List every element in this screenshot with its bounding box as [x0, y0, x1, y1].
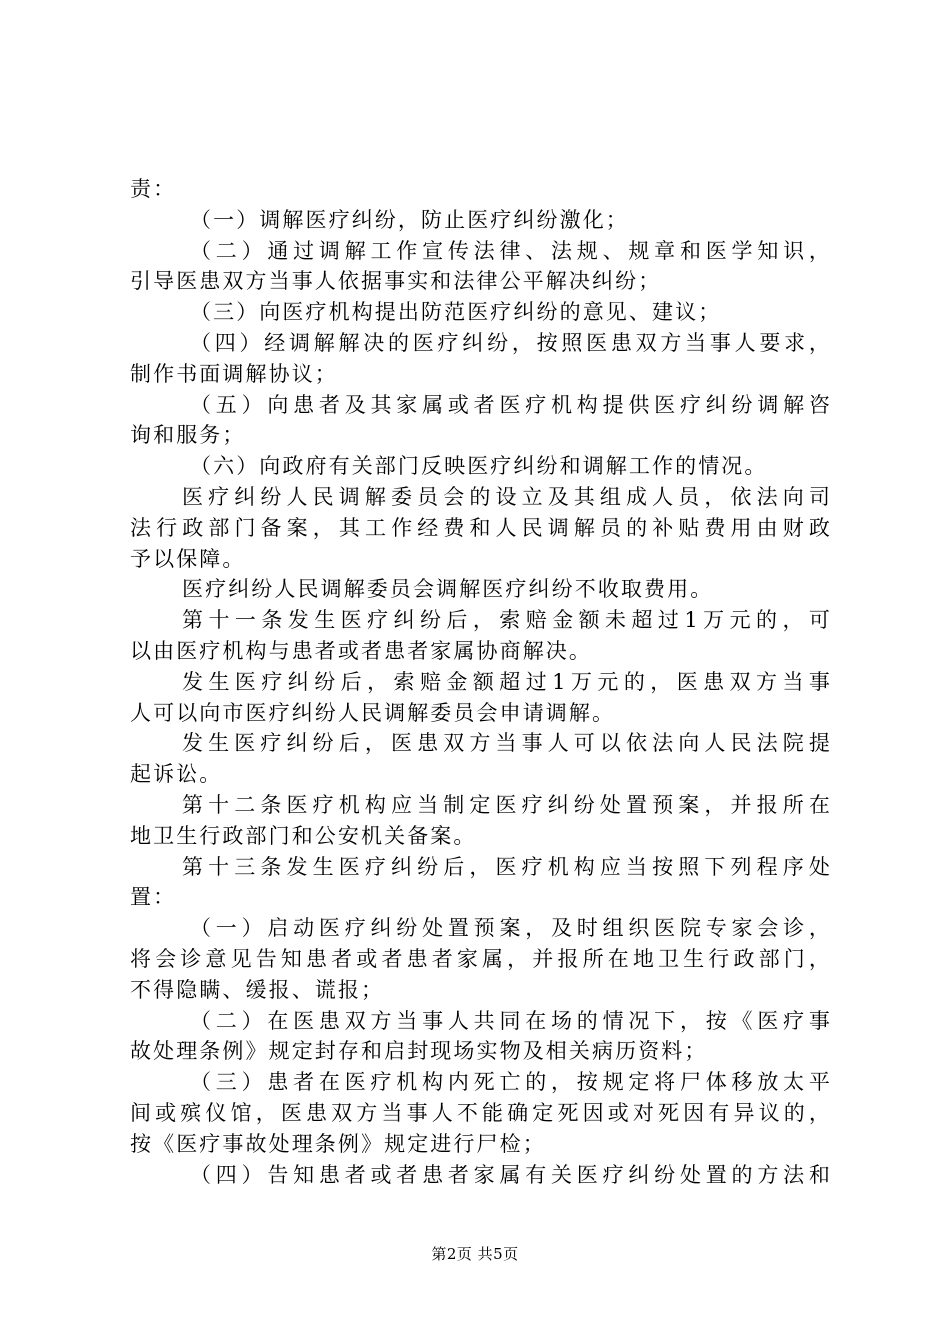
text-line: 间或殡仪馆，医患双方当事人不能确定死因或对死因有异议的， — [130, 1100, 832, 1125]
text-line: （一）调解医疗纠纷，防止医疗纠纷激化； — [190, 207, 629, 232]
text-line: 发生医疗纠纷后，索赔金额超过1万元的，医患双方当事 — [182, 669, 832, 694]
text-line: （四）经调解解决的医疗纠纷，按照医患双方当事人要求， — [190, 330, 832, 355]
text-line: （二）通过调解工作宣传法律、法规、规章和医学知识， — [190, 238, 832, 263]
text-line: （二）在医患双方当事人共同在场的情况下，按《医疗事 — [190, 1008, 832, 1033]
text-line: （四）告知患者或者患者家属有关医疗纠纷处置的方法和 — [190, 1162, 832, 1187]
text-line: 发生医疗纠纷后，医患双方当事人可以依法向人民法院提 — [182, 731, 832, 756]
page-footer: 第2页 共5页 — [431, 1245, 519, 1263]
text-line: （五）向患者及其家属或者医疗机构提供医疗纠纷调解咨 — [190, 392, 832, 417]
text-line: 地卫生行政部门和公安机关备案。 — [130, 823, 477, 848]
text-line: （一）启动医疗纠纷处置预案，及时组织医院专家会诊， — [190, 916, 832, 941]
text-line: 责： — [130, 177, 177, 201]
text-line: （三）向医疗机构提出防范医疗纠纷的意见、建议； — [190, 300, 722, 325]
text-line: （六）向政府有关部门反映医疗纠纷和调解工作的情况。 — [190, 454, 768, 479]
text-line: 按《医疗事故处理条例》规定进行尸检； — [130, 1131, 546, 1156]
text-line: 第十三条发生医疗纠纷后，医疗机构应当按照下列程序处 — [182, 854, 832, 879]
text-line: 第十一条发生医疗纠纷后，索赔金额未超过1万元的，可 — [182, 608, 832, 633]
text-line: 故处理条例》规定封存和启封现场实物及相关病历资料； — [130, 1039, 708, 1064]
text-line: 引导医患双方当事人依据事实和法律公平解决纠纷； — [130, 269, 662, 294]
text-line: 置： — [130, 885, 177, 910]
text-line: 制作书面调解协议； — [130, 361, 338, 386]
text-line: 医疗纠纷人民调解委员会调解医疗纠纷不收取费用。 — [182, 577, 714, 602]
text-line: （三）患者在医疗机构内死亡的，按规定将尸体移放太平 — [190, 1070, 832, 1095]
document-body — [130, 174, 832, 1190]
text-line: 人可以向市医疗纠纷人民调解委员会申请调解。 — [130, 700, 616, 725]
text-line: 医疗纠纷人民调解委员会的设立及其组成人员，依法向司 — [182, 484, 832, 509]
text-line: 起诉讼。 — [130, 762, 223, 787]
text-line: 以由医疗机构与患者或者患者家属协商解决。 — [130, 638, 592, 663]
text-line: 第十二条医疗机构应当制定医疗纠纷处置预案，并报所在 — [182, 792, 832, 817]
text-line: 法行政部门备案，其工作经费和人民调解员的补贴费用由财政 — [130, 515, 832, 540]
text-line: 予以保障。 — [130, 546, 246, 571]
text-line: 将会诊意见告知患者或者患者家属，并报所在地卫生行政部门， — [130, 946, 832, 971]
text-line: 询和服务； — [130, 423, 246, 448]
text-line: 不得隐瞒、缓报、谎报； — [130, 977, 385, 1002]
